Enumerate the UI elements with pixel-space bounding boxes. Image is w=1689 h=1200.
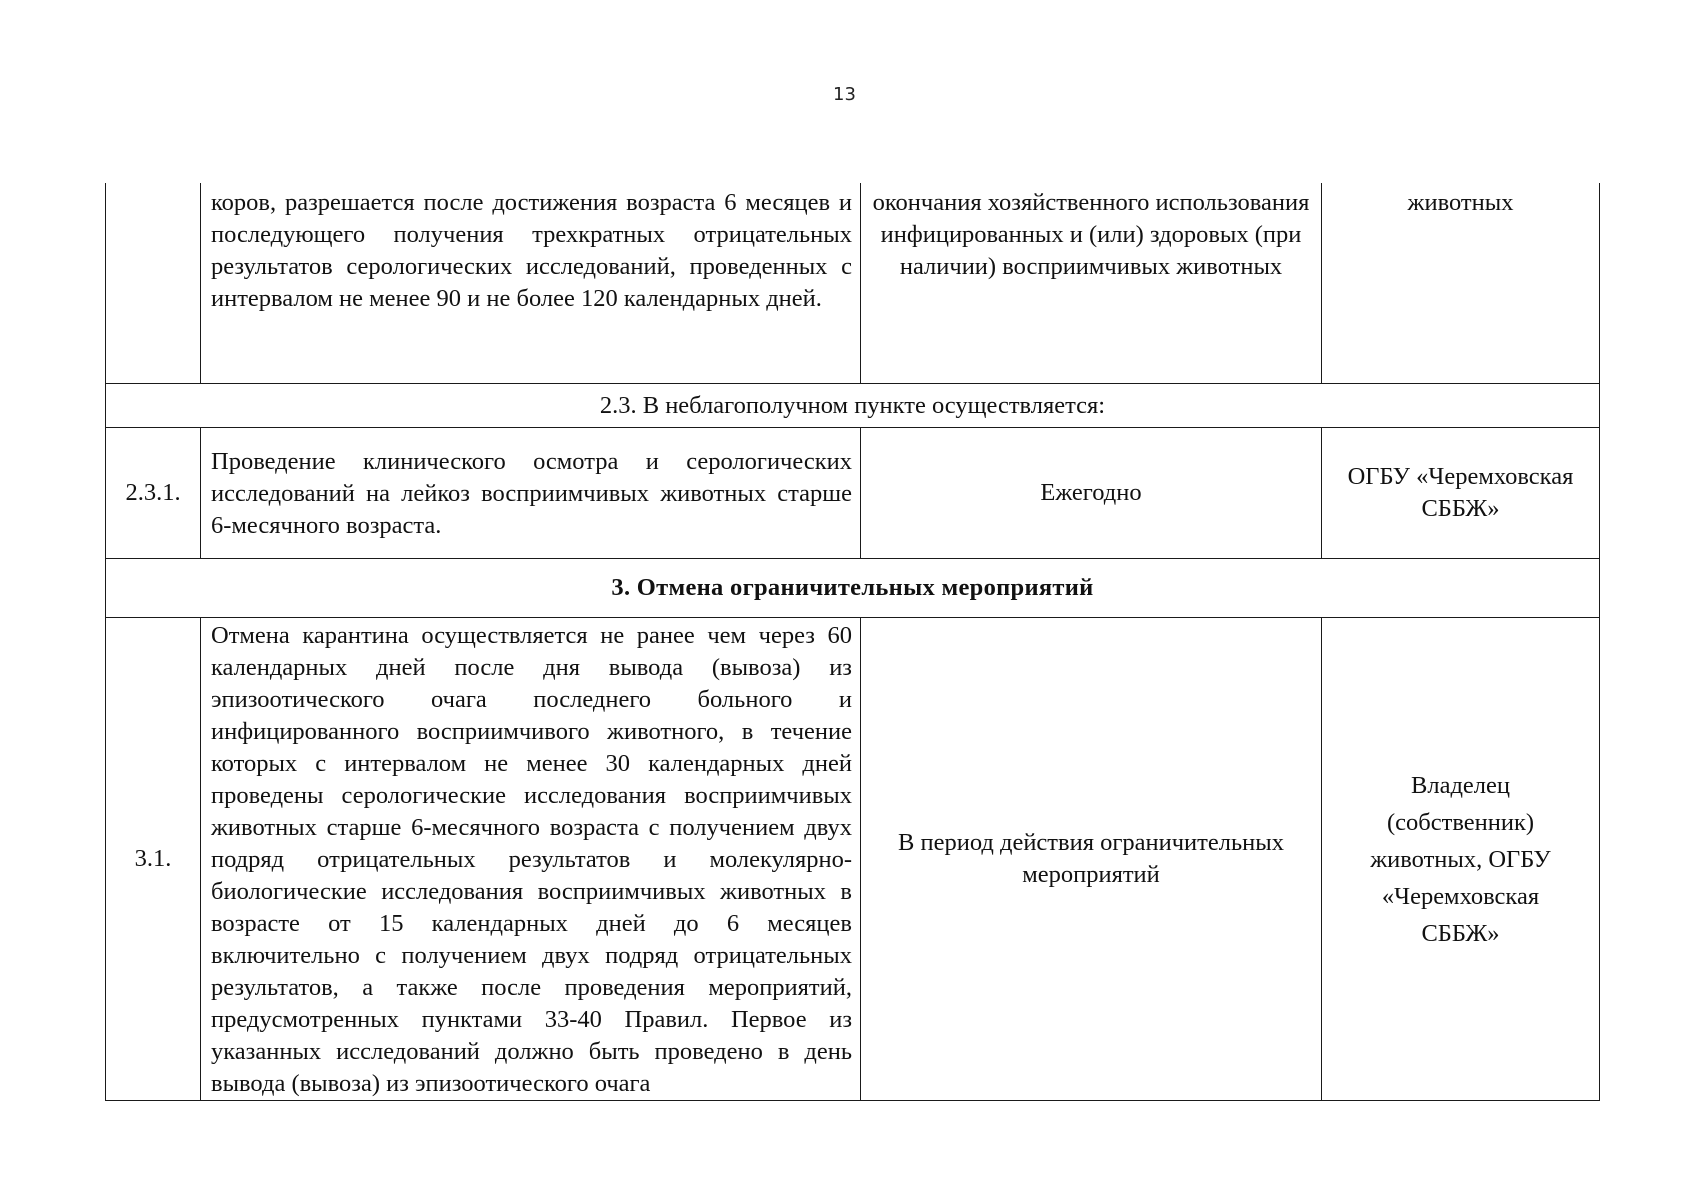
table-row-2-3-1 [106,428,1600,559]
measure-text-cell: коров, разрешается после достижения возраста 6 месяцев и последующего получения трехкратных отрицательных результатов серологических исследований, проведенных с интервалом не менее 90 и не более 120 календарных дней. [201,183,861,384]
responsible-cell: ОГБУ «Черемховская СББЖ» [1322,428,1600,559]
measure-text-cell: Отмена карантина осуществляется не ранее чем через 60 календарных дней после дня вывода (вывоза) из эпизоотического очага последнего больного и инфицированного восприимчивого животного, в течение которых с интервалом не менее 30 календарных дней проведены серологические исследования восприимчивых животных старше 6-месячного возраста с получением двух подряд отрицательных результатов и молекулярно-биологические исследования восприимчивых животных в возрасте от 15 календарных дней до 6 месяцев включительно с получением двух подряд отрицательных результатов, а также после проведения мероприятий, предусмотренных пунктами 33-40 Правил. Первое из указанных исследований должно быть проведено в день вывода (вывоза) из эпизоотического очага [201,618,861,1101]
responsible-line: Владелец [1411,771,1510,799]
table-row-continuation [106,183,1600,384]
section-heading-row [106,559,1600,618]
timing-cell: В период действия ограничительных мероприятий [861,618,1322,1101]
responsible-line: животных, ОГБУ [1370,845,1551,873]
responsible-line: «Черемховская [1381,882,1540,910]
section-heading-row [106,384,1600,428]
timing-cell: окончания хозяйственного использования инфицированных и (или) здоровых (при наличии) восприимчивых животных [861,183,1322,384]
measures-table [105,183,1600,1101]
timing-cell: Ежегодно [861,428,1322,559]
responsible-cell: животных [1322,183,1600,384]
section-heading-2-3: 2.3. В неблагополучном пункте осуществляется: [106,384,1600,428]
page-number: 13 [833,84,856,105]
measure-text-cell: Проведение клинического осмотра и серологических исследований на лейкоз восприимчивых животных старше 6-месячного возраста. [201,428,861,559]
responsible-line: (собственник) [1386,808,1535,836]
section-heading-3: 3. Отмена ограничительных мероприятий [106,559,1600,618]
number-cell [106,183,201,384]
table-row-3-1 [106,618,1600,1101]
responsible-line: СББЖ» [1421,919,1500,947]
responsible-cell [1322,618,1600,1101]
row-number: 3.1. [106,618,201,1101]
row-number: 2.3.1. [106,428,201,559]
